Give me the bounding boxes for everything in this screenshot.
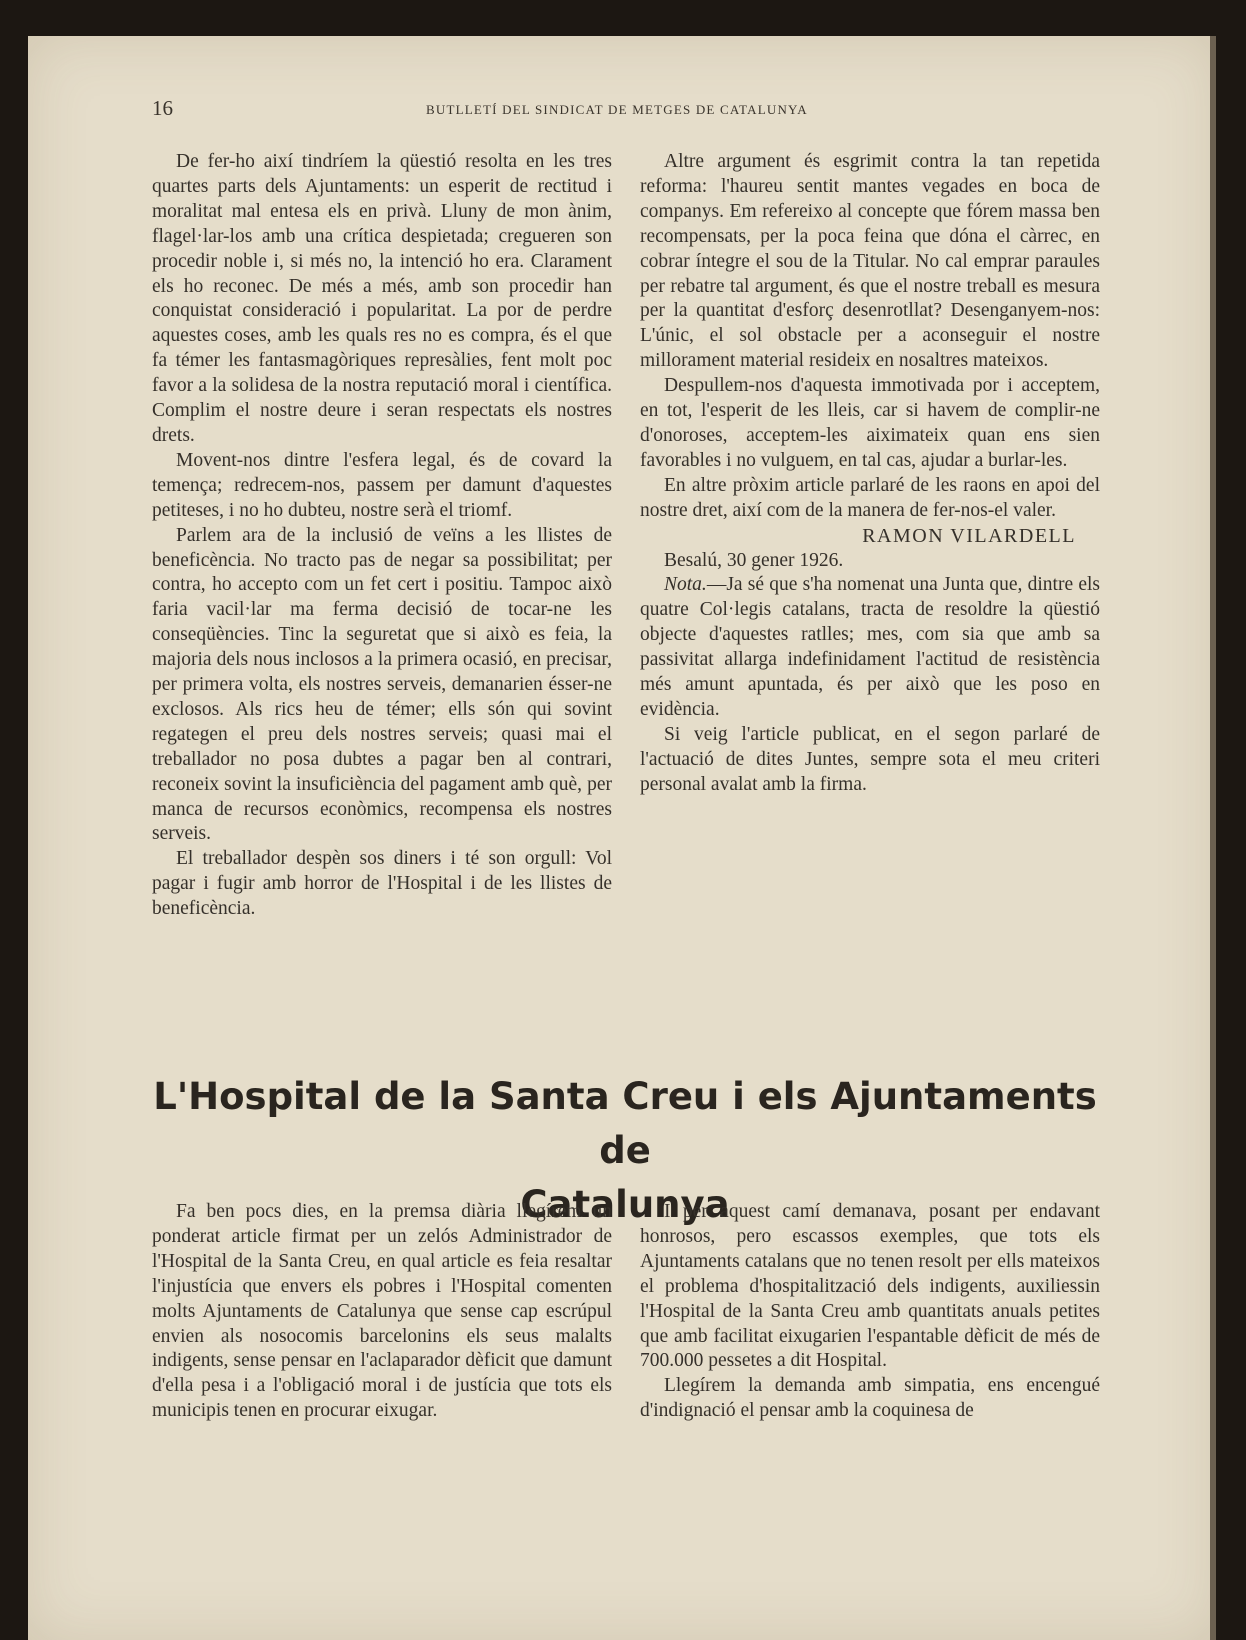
paragraph: Parlem ara de la inclusió de veïns a les llistes de beneficència. No tracto pas de negar sa possibilitat; per contra, ho accepto com un fet cert i positiu. Tampoc això faria vacil·lar ma ferma decisió de tocar-ne les conseqüències. Tinc la seguretat que si això es feia, la majoria dels nous inclosos a la primera ocasió, en precisar, per primera volta, els nostres serveis, demanarien ésser-ne exclosos. Als rics heu de témer; ells són qui sovint regategen el preu dels nostres serveis; quasi mai el treballador no posa dubtes a pagar ben al contrari, reconeix sovint la insuficiència del pagament amb què, per manca de recursos econòmics, recompensa els nostres serveis. xyxy=(152,524,612,845)
paragraph: Altre argument és esgrimit contra la tan repetida reforma: l'haureu sentit mantes vegades en boca de companys. Em refereixo al concepte que fórem massa ben recompensats, per la poca feina que dóna el càrrec, en cobrar íntegre el sou de la Titular. No cal emprar paraules per rebatre tal argument, és que el nostre treball es mesura per la quantitat d'esforç desenrotllat? Desenganyem-nos: L'únic, el sol obstacle per a aconseguir el nostre millorament material resideix en nosaltres mateixos. xyxy=(640,151,1100,372)
place-date: Besalú, 30 gener 1926. xyxy=(664,549,844,571)
paragraph: Fa ben pocs dies, en la premsa diària llegírem un ponderat article firmat per un zelós Administrador de l'Hospital de la Santa Creu, en qual article es feia resaltar l'injustícia que envers els pobres i l'Hospital comenten molts Ajuntaments de Catalunya que sense cap escrúpul envien als nosocomis barcelonins els seus malalts indigents, sense pensar en l'aclaparador dèficit que damunt d'ella pesa i a l'obligació moral i de justícia que tots els municipis tenen en procurar eixugar. xyxy=(152,1201,612,1422)
paragraph: Si veig l'article publicat, en el segon parlaré de l'actuació de dites Juntes, sempre sota el meu criteri personal avalat amb la firma. xyxy=(640,723,1100,795)
note-label: Nota. xyxy=(664,574,707,596)
top-right-column xyxy=(640,150,1100,798)
page-header xyxy=(152,96,1092,120)
paragraph: Despullem-nos d'aquesta immotivada por i acceptem, en tot, l'esperit de les lleis, car si havem de complir-ne d'onoroses, acceptem-les aiximateix quan ens sien favorables i no vulguem, en tal cas, ajudar a burlar-les. xyxy=(640,375,1100,471)
paragraph: El treballador despèn sos diners i té son orgull: Vol pagar i fugir amb horror de l'Hospital i de les llistes de beneficència. xyxy=(152,848,612,920)
paragraph: Movent-nos dintre l'esfera legal, és de covard la temença; redrecem-nos, passem per damunt d'aquestes petiteses, i no ho dubteu, nostre serà el triomf. xyxy=(152,449,612,521)
title-line-1: L'Hospital de la Santa Creu i els Ajuntaments de xyxy=(153,1075,1097,1172)
paragraph: En altre pròxim article parlaré de les raons en apoi del nostre dret, així com de la manera de fer-nos-el valer. xyxy=(640,474,1100,521)
note-text: —Ja sé que s'ha nomenat una Junta que, dintre els quatre Col·legis catalans, tracta de resoldre la qüestió objecte d'aquestes ratlles; mes, com sia que amb sa passivitat allarga indefinidament l'actitud de resistència més amunt apuntada, és per això que les poso en evidència. xyxy=(640,574,1100,720)
top-left-column xyxy=(152,150,612,922)
running-head: BUTLLETÍ DEL SINDICAT DE METGES DE CATALUNYA xyxy=(426,102,808,117)
paragraph: I per aquest camí demanava, posant per endavant honrosos, pero escassos exemples, que tots els Ajuntaments catalans que no tenen resolt per ells mateixos el problema d'hospitalització dels indigents, auxiliessin l'Hospital de la Santa Creu amb quantitats anuals petites que amb facilitat eixugarien l'espantable dèficit de més de 700.000 pessetes a dit Hospital. xyxy=(640,1201,1100,1372)
title-line-2: Catalunya xyxy=(520,1183,730,1226)
article-left-column xyxy=(152,1200,612,1424)
page-edge xyxy=(1210,36,1216,1640)
page-number: 16 xyxy=(152,96,173,120)
article-right-column xyxy=(640,1200,1100,1424)
paragraph: De fer-ho així tindríem la qüestió resolta en les tres quartes parts dels Ajuntaments: un esperit de rectitud i moralitat mal entesa els en privà. Lluny de mon ànim, flagel·lar-los amb una crítica despietada; cregueren son procedir noble i, si més no, la intenció ho era. Clarament els ho reconec. De més a més, amb son procedir han conquistat consideració i popularitat. La por de perdre aquestes coses, amb les quals res no es compra, és el que fa témer les fantasmagòriques represàlies, fent molt poc favor a la solidesa de la nostra reputació moral i científica. Complim el nostre deure i seran respectats els nostres drets. xyxy=(152,151,612,446)
note-paragraph xyxy=(640,573,1100,722)
author-signature: RAMON VILARDELL xyxy=(862,524,1076,547)
paragraph: Llegírem la demanda amb simpatia, ens encengué d'indignació el pensar amb la coquinesa de xyxy=(640,1375,1100,1422)
